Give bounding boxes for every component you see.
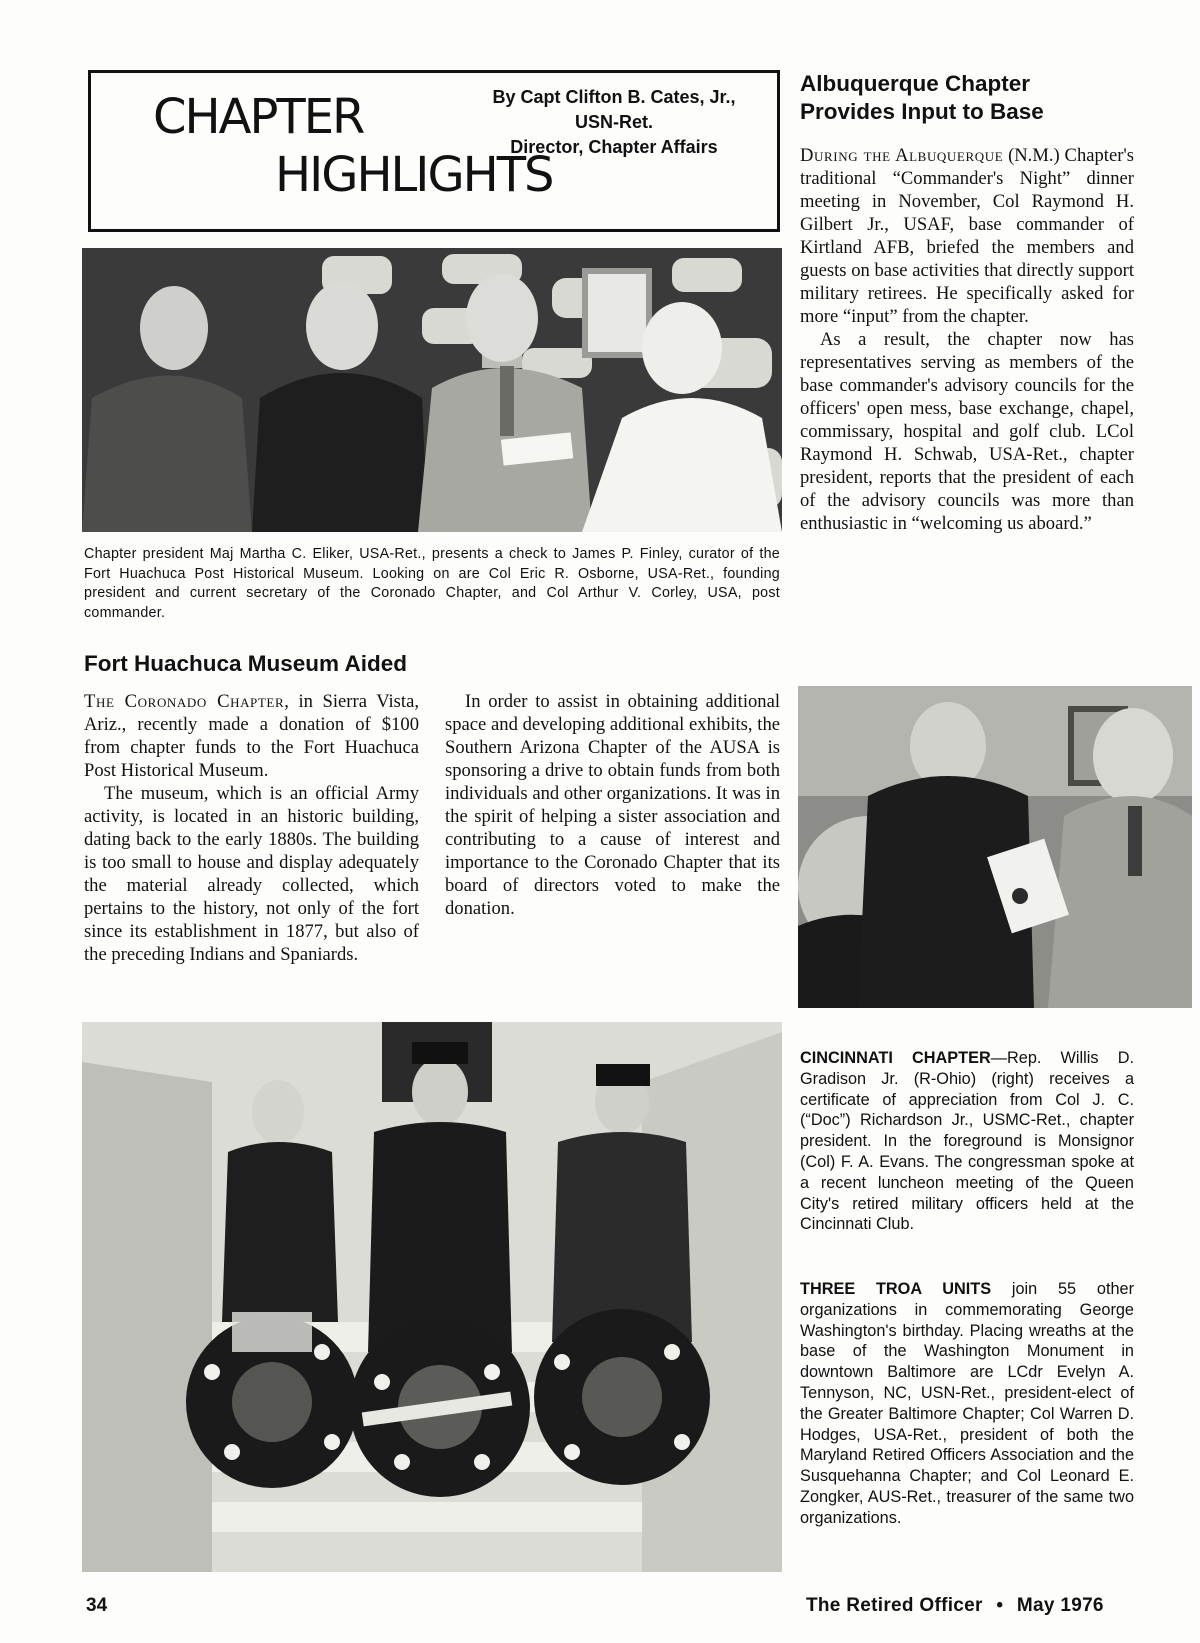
masthead-title-line2: HIGHLIGHTS	[275, 147, 553, 203]
albuquerque-paragraph-text: (N.M.) Chapter's traditional “Commander's Night” dinner meeting in November, Col Raymond H. Gilbert Jr., USAF, base commander of Kirtland AFB, briefed the members and guests on base activities that directly support military retirees. He specifically asked for more “input” from the chapter.	[800, 145, 1134, 327]
byline-line: Director, Chapter Affairs	[510, 137, 718, 157]
museum-check-photo	[82, 248, 782, 532]
byline-line: USN-Ret.	[574, 112, 653, 132]
cincinnati-caption-text: —Rep. Willis D. Gradison Jr. (R-Ohio) (right) receives a certificate of appreciation from Col J. C. (“Doc”) Richardson Jr., USMC-Ret., chapter president. In the foreground is Monsignor (Col) F. A. Evans. The congressman spoke at a recent luncheon meeting of the Queen City's retired military officers held at the Cincinnati Club.	[800, 1049, 1134, 1234]
baltimore-wreath-photo	[82, 1022, 782, 1572]
fort-huachuca-lead-in: The Coronado Chapter	[84, 691, 285, 712]
footer-separator: •	[996, 1595, 1004, 1616]
baltimore-caption-lead: THREE TROA UNITS	[800, 1280, 992, 1298]
albuquerque-paragraph	[800, 144, 1134, 328]
fort-huachuca-article-body	[84, 690, 780, 1010]
fort-huachuca-headline: Fort Huachuca Museum Aided	[84, 651, 407, 676]
museum-photo-caption: Chapter president Maj Martha C. Eliker, USA-Ret., presents a check to James P. Finley, curator of the Fort Huachuca Post Historical Museum. Looking on are Col Eric R. Osborne, USA-Ret., founding president and current secretary of the Coronado Chapter, and Col Arthur V. Corley, USA, post commander.	[84, 546, 780, 621]
albuquerque-headline	[800, 70, 1130, 126]
fort-huachuca-paragraph: In order to assist in obtaining additional space and developing additional exhibits, the Southern Arizona Chapter of the AUSA is sponsoring a drive to obtain funds from both individuals and other organizations. It was in the spirit of helping a sister association and contributing to a cause of interest and importance to the Coronado Chapter that its board of directors voted to make the donation.	[445, 691, 780, 919]
baltimore-caption	[800, 1279, 1134, 1529]
masthead-box	[88, 70, 780, 232]
cincinnati-caption	[800, 1048, 1134, 1235]
byline	[487, 85, 741, 160]
albuquerque-article-body	[800, 144, 1134, 535]
albuquerque-paragraph: As a result, the chapter now has representatives serving as members of the base commander's advisory councils for the officers' open mess, base exchange, chapel, commissary, hospital and golf club. LCol Raymond H. Schwab, USA-Ret., chapter president, reports that the president of each of the advisory councils was more than enthusiastic in “welcoming us aboard.”	[800, 329, 1134, 534]
fort-huachuca-paragraph: The museum, which is an official Army activity, is located in an historic building, dating back to the early 1880s. The building is too small to house and display adequately the material already collected, which pertains to the history, not only of the fort since its establishment in 1877, but also of the preceding Indians and Spaniards.	[84, 783, 419, 965]
running-footer	[806, 1595, 1104, 1617]
fort-huachuca-paragraph	[84, 690, 419, 782]
publication-name: The Retired Officer	[806, 1595, 983, 1616]
albuquerque-headline-line: Albuquerque Chapter	[800, 71, 1031, 96]
fort-huachuca-paragraph-text: , in Sierra Vista, Ariz., recently made a donation of $100 from chapter funds to the Fort Huachuca Post Historical Museum.	[84, 691, 419, 781]
byline-line: By Capt Clifton B. Cates, Jr.,	[492, 87, 736, 107]
page-number: 34	[86, 1595, 108, 1616]
issue-date: May 1976	[1016, 1595, 1104, 1616]
masthead-title-line1: CHAPTER	[153, 89, 364, 145]
cincinnati-certificate-photo	[798, 686, 1192, 1008]
cincinnati-caption-lead: CINCINNATI CHAPTER	[800, 1049, 991, 1067]
albuquerque-lead-in: During the Albuquerque	[800, 145, 1004, 166]
baltimore-caption-text: join 55 other organizations in commemorating George Washington's birthday. Placing wreaths at the base of the Washington Monument in downtown Baltimore are LCdr Evelyn A. Tennyson, NC, USN-Ret., president-elect of the Greater Baltimore Chapter; Col Warren D. Hodges, USA-Ret., president of both the Maryland Retired Officers Association and the Susquehanna Chapter; and Col Leonard E. Zongker, AUS-Ret., treasurer of the same two organizations.	[800, 1280, 1135, 1527]
albuquerque-headline-line: Provides Input to Base	[800, 99, 1044, 124]
